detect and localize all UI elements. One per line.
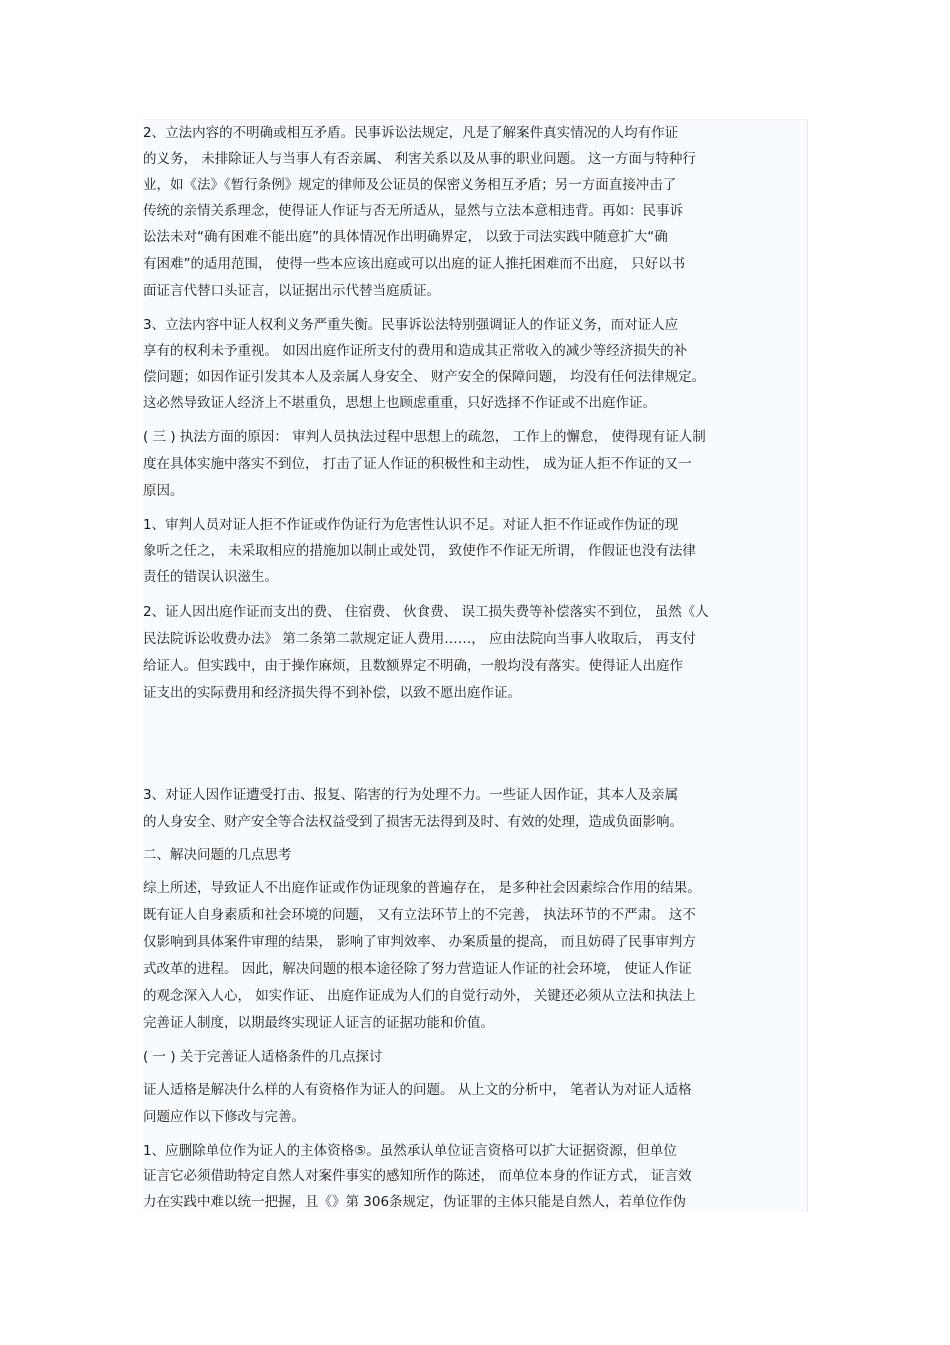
text-line: 问题应作以下修改与完善。	[143, 1109, 305, 1125]
text-line: 力在实践中难以统一把握，且《》第 306条规定，伪证罪的主体只能是自然人，若单位作伪	[143, 1194, 687, 1210]
text-line: 给证人。但实践中，由于操作麻烦，且数额界定不明确，一般均没有落实。使得证人出庭作	[143, 658, 683, 674]
text-line: ( 三 ) 执法方面的原因： 审判人员执法过程中思想上的疏忽， 工作上的懈怠， 使得现有证人制	[143, 429, 706, 445]
text-line: 业，如《法》《暂行条例》规定的律师及公证员的保密义务相互矛盾；另一方面直接冲击了	[143, 177, 677, 193]
text-line: 的义务， 未排除证人与当事人有否亲属、 利害关系以及从事的职业问题。 这一方面与特种行	[143, 151, 696, 167]
text-line: 面证言代替口头证言，以证据出示代替当庭质证。	[143, 283, 440, 299]
text-line: 2、证人因出庭作证而支出的费、 住宿费、 伙食费、 误工损失费等补偿落实不到位， 虽然《人	[143, 604, 709, 620]
text-line: 2、立法内容的不明确或相互矛盾。民事诉讼法规定，凡是了解案件真实情况的人均有作证	[143, 125, 679, 141]
section-heading: 二、解决问题的几点思考	[143, 847, 292, 863]
text-line: 综上所述，导致证人不出庭作证或作伪证现象的普遍存在， 是多种社会因素综合作用的结果。	[143, 880, 701, 896]
text-line: 3、对证人因作证遭受打击、报复、陷害的行为处理不力。一些证人因作证，其本人及亲属	[143, 787, 679, 803]
text-line: 证支出的实际费用和经济损失得不到补偿，以致不愿出庭作证。	[143, 685, 521, 701]
text-line: 的人身安全、财产安全等合法权益受到了损害无法得到及时、有效的处理，造成负面影响。	[143, 814, 683, 830]
text-line: 民法院诉讼收费办法》 第二条第二款规定证人费用……， 应由法院向当事人收取后， 再支付	[143, 631, 696, 647]
text-line: 享有的权利未予重视。 如因出庭作证所支付的费用和造成其正常收入的减少等经济损失的补	[143, 343, 688, 359]
text-line: 责任的错误认识滋生。	[143, 569, 278, 585]
text-line: 1、应删除单位作为证人的主体资格⑤。虽然承认单位证言资格可以扩大证据资源，但单位	[143, 1143, 677, 1159]
text-line: 度在具体实施中落实不到位， 打击了证人作证的积极性和主动性， 成为证人拒不作证的又一	[143, 456, 692, 472]
text-line: 这必然导致证人经济上不堪重负，思想上也顾虑重重，只好选择不作证或不出庭作证。	[143, 395, 656, 411]
text-line: 完善证人制度，以期最终实现证人证言的证据功能和价值。	[143, 1015, 494, 1031]
text-line: 既有证人自身素质和社会环境的问题， 又有立法环节上的不完善， 执法环节的不严肃。 这不	[143, 907, 696, 923]
subsection-heading: ( 一 ) 关于完善证人适格条件的几点探讨	[143, 1049, 383, 1065]
text-line: 讼法未对“确有困难不能出庭”的具体情况作出明确界定， 以致于司法实践中随意扩大“确	[143, 229, 668, 245]
text-line: 证言它必须借助特定自然人对案件事实的感知所作的陈述， 而单位本身的作证方式， 证言效	[143, 1168, 692, 1184]
text-line: 偿问题；如因作证引发其本人及亲属人身安全、 财产安全的保障问题， 均没有任何法律规定。	[143, 369, 706, 385]
text-line: 有困难”的适用范围， 使得一些本应该出庭或可以出庭的证人推托困难而不出庭， 只好以书	[143, 256, 686, 272]
text-line: 的观念深入人心， 如实作证、 出庭作证成为人们的自觉行动外， 关键还必须从立法和执法上	[143, 988, 696, 1004]
text-line: 1、审判人员对证人拒不作证或作伪证行为危害性认识不足。对证人拒不作证或作伪证的现	[143, 517, 679, 533]
document-body	[143, 119, 808, 1212]
text-line: 仅影响到具体案件审理的结果， 影响了审判效率、 办案质量的提高， 而且妨碍了民事审判方	[143, 934, 696, 950]
text-line: 证人适格是解决什么样的人有资格作为证人的问题。 从上文的分析中， 笔者认为对证人适格	[143, 1082, 692, 1098]
text-line: 3、立法内容中证人权利义务严重失衡。民事诉讼法特别强调证人的作证义务，而对证人应	[143, 317, 679, 333]
text-line: 传统的亲情关系理念，使得证人作证与否无所适从，显然与立法本意相违背。再如：民事诉	[143, 203, 683, 219]
text-line: 原因。	[143, 483, 184, 499]
text-line: 式改革的进程。 因此，解决问题的根本途径除了努力营造证人作证的社会环境， 使证人作证	[143, 961, 692, 977]
text-line: 象听之任之， 未采取相应的措施加以制止或处罚， 致使作不作证无所谓， 作假证也没有法律	[143, 543, 696, 559]
